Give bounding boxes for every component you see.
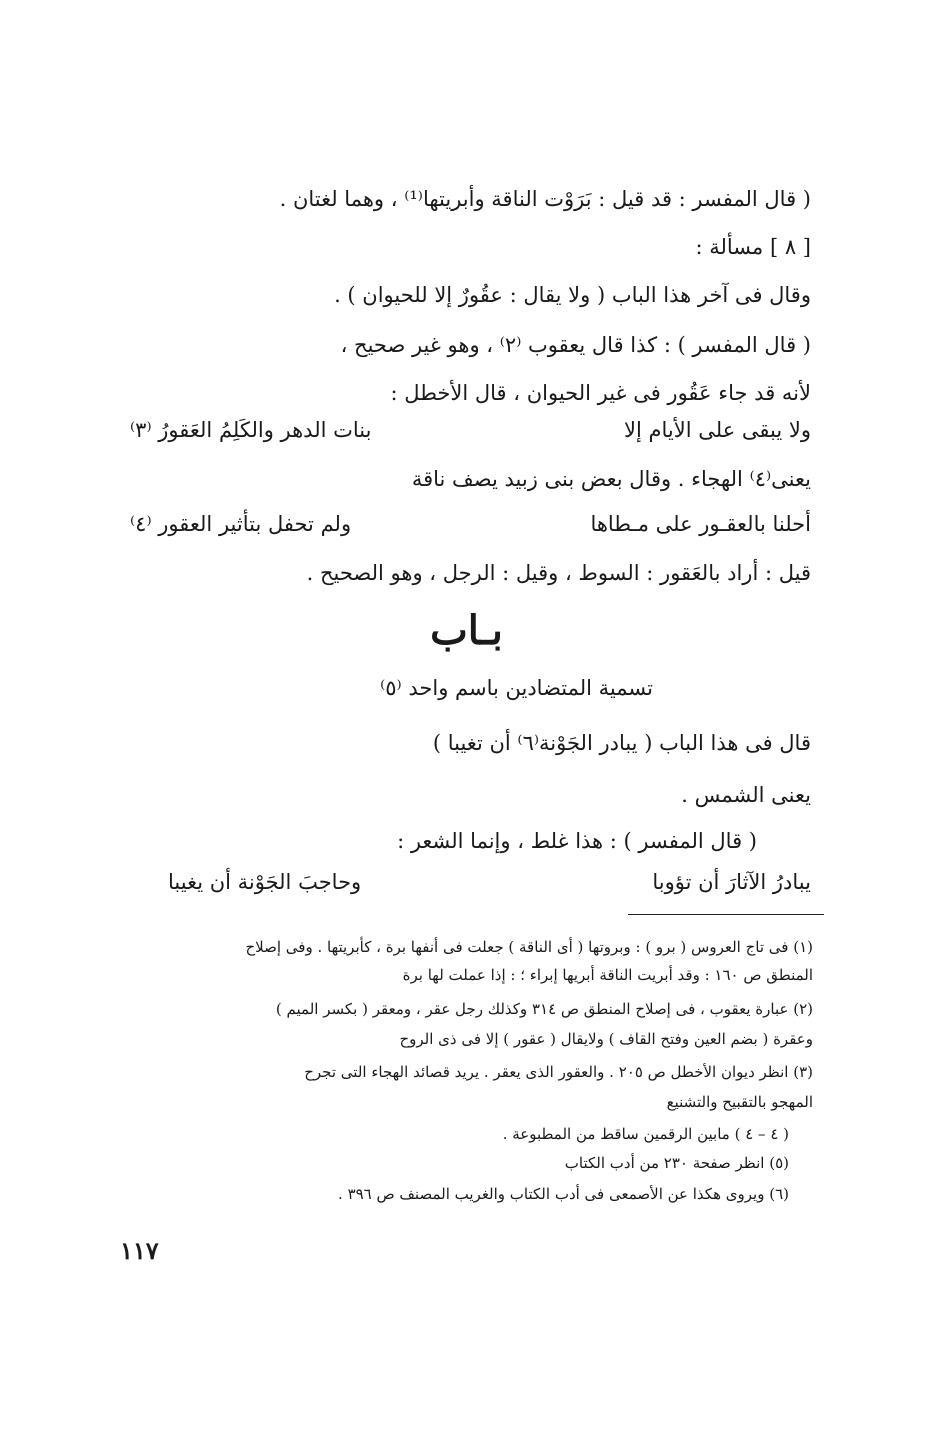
page-number: ١١٧ bbox=[120, 1236, 159, 1265]
section-line-2: يعنى الشمس . bbox=[681, 783, 811, 807]
footnote-2-line-2: وعقرة ( بضم العين وفتح القاف ) ولايقال ( عقور ) إلا فى ذى الروح bbox=[399, 1030, 813, 1048]
section-heading: بـاب bbox=[430, 607, 503, 654]
footnote-1-line-2: المنطق ص ١٦٠ : وقد أبريت الناقة أبريها إبراء ؛ : إذا عملت لها برة bbox=[402, 966, 813, 984]
footnote-2-line-1: (٢) عبارة يعقوب ، فى إصلاح المنطق ص ٣١٤ وكذلك رجل عقر ، ومعقر ( بكسر الميم ) bbox=[275, 1000, 813, 1018]
verse-hemistich-first: ولا يبقى على الأيام إلا bbox=[624, 418, 811, 442]
section-subheading: تسمية المتضادين باسم واحد ⁽٥⁾ bbox=[380, 676, 653, 700]
verse-akhtal bbox=[130, 418, 811, 442]
body-line-after-verse-1: يعنى⁽٤⁾ الهجاء . وقال بعض بنى زبيد يصف ناقة bbox=[411, 467, 811, 491]
verse-section bbox=[168, 870, 811, 894]
verse-zubayd bbox=[130, 512, 811, 536]
section-line-1: قال فى هذا الباب ( يبادر الجَوْنة⁽٦⁾ أن تغيبا ) bbox=[432, 731, 811, 755]
issue-number-heading: [ ٨ ] مسألة : bbox=[695, 235, 811, 259]
footnote-6: (٦) ويروى هكذا عن الأصمعى فى أدب الكتاب والغريب المصنف ص ٣٩٦ . bbox=[338, 1185, 789, 1203]
footnote-5: (٥) انظر صفحة ٢٣٠ من أدب الكتاب bbox=[564, 1154, 789, 1172]
verse-hemistich-first: يبادرُ الآثارَ أن تؤوبا bbox=[652, 870, 811, 894]
body-line-5: لأنه قد جاء عَقُور فى غير الحيوان ، قال الأخطل : bbox=[390, 381, 811, 405]
verse-hemistich-second: بنات الدهر والكَلِمُ العَقورُ ⁽٣⁾ bbox=[130, 418, 372, 442]
body-line-1: ( قال المفسر : قد قيل : بَرَوْت الناقة وأبريتها⁽¹⁾ ، وهما لغتان . bbox=[279, 187, 811, 211]
verse-hemistich-first: أحلنا بالعقـور على مـطاها bbox=[590, 512, 811, 536]
footnote-separator bbox=[628, 914, 824, 915]
verse-hemistich-second: وحاجبَ الجَوْنة أن يغيبا bbox=[168, 870, 362, 894]
footnote-3-line-1: (٣) انظر ديوان الأخطل ص ٢٠٥ . والعقور الذى يعقر . يريد قصائد الهجاء التى تجرح bbox=[304, 1063, 813, 1081]
body-line-3: وقال فى آخر هذا الباب ( ولا يقال : عقُورٌ إلا للحيوان ) . bbox=[334, 283, 811, 307]
body-line-4: ( قال المفسر ) : كذا قال يعقوب ⁽٢⁾ ، وهو غير صحيح ، bbox=[340, 333, 811, 357]
body-line-after-verse-2: قيل : أراد بالعَقور : السوط ، وقيل : الرجل ، وهو الصحيح . bbox=[306, 561, 811, 585]
verse-hemistich-second: ولم تحفل بتأثير العقور ⁽٤⁾ bbox=[130, 512, 352, 536]
footnote-4: ( ٤ – ٤ ) مابين الرقمين ساقط من المطبوعة . bbox=[502, 1125, 789, 1143]
footnote-3-line-2: المهجو بالتقبيح والتشنيع bbox=[666, 1093, 813, 1111]
section-line-3: ( قال المفسر ) : هذا غلط ، وإنما الشعر : bbox=[397, 829, 757, 853]
footnote-1-line-1: (١) فى تاج العروس ( برو ) : وبروتها ( أى الناقة ) جعلت فى أنفها برة ، كأبريتها . وفى إصلاح bbox=[245, 938, 813, 956]
